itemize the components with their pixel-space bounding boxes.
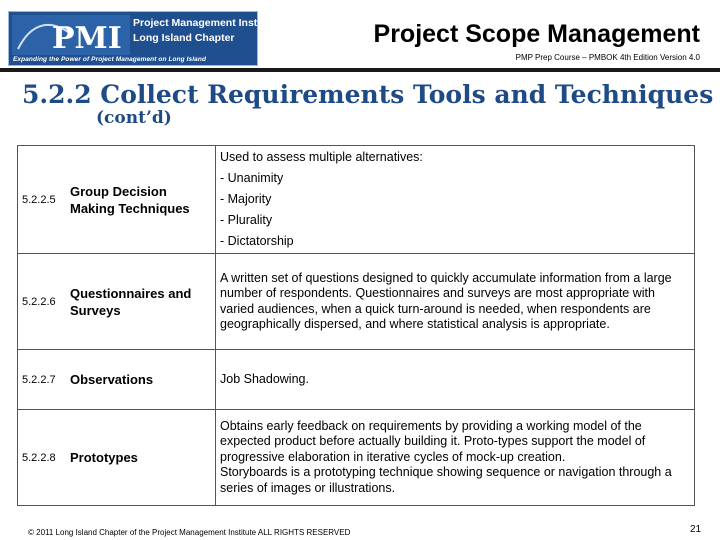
description-text: A written set of questions designed to quickly accumulate information from a large number of respondents. Questionnaires and surveys are most appropriate with varied audiences, when a quick turn-around is needed, when respondents are geographically dispersed, and where statistical analysis is appropriate. [220,270,672,331]
logo-tagline: Expanding the Power of Project Management on Long Island [13,56,207,63]
table-row [18,350,695,410]
page-title: Project Scope Management [373,20,700,48]
technique-description-cell [216,350,695,410]
pmi-logo-mark [12,15,130,55]
technique-description-cell [216,146,695,254]
pmi-logo [8,11,280,66]
description-text: Storyboards is a prototyping technique showing sequence or navigation through a series of images or illustrations. [220,465,672,495]
table-row [18,410,695,506]
description-text: Job Shadowing. [220,371,309,386]
technique-cell [18,410,216,506]
technique-name: Questionnaires and Surveys [70,285,192,318]
footer-copyright: © 2011 Long Island Chapter of the Project Management Institute ALL RIGHTS RESERVED [28,528,351,537]
technique-name: Prototypes [70,450,138,465]
list-item: - Dictatorship [220,234,294,248]
slide-heading: 5.2.2 Collect Requirements Tools and Techniques [22,80,714,109]
org-name: Project Management Institute [133,17,280,29]
technique-name: Group Decision Making Techniques [70,183,190,216]
description-text: Obtains early feedback on requirements by providing a working model of the expected product before actually building it. Proto-types support the model of progressive elaboration in iterative cycles of mock-up creation. [220,418,646,464]
list-item: - Plurality [220,213,273,227]
technique-name: Observations [70,372,154,387]
technique-number: 5.2.2.6 [22,295,56,308]
technique-description-cell [216,254,695,350]
description-text: Used to assess multiple alternatives: [220,150,423,164]
technique-number: 5.2.2.8 [22,451,56,464]
slide-heading-continued: (cont’d) [96,108,172,128]
chapter-name: Long Island Chapter [133,32,235,44]
technique-cell [18,350,216,410]
page-number: 21 [690,524,702,535]
technique-number: 5.2.2.5 [22,193,56,206]
table-row [18,254,695,350]
technique-cell [18,146,216,254]
list-item: - Majority [220,192,272,206]
technique-number: 5.2.2.7 [22,373,56,386]
header-divider [0,68,720,72]
technique-description-cell [216,410,695,506]
page-subtitle: PMP Prep Course – PMBOK 4th Edition Version 4.0 [515,53,700,62]
technique-cell [18,254,216,350]
list-item: - Unanimity [220,171,284,185]
techniques-table [17,145,695,506]
table-row [18,146,695,254]
logo-mark-text: PMI [52,21,122,56]
